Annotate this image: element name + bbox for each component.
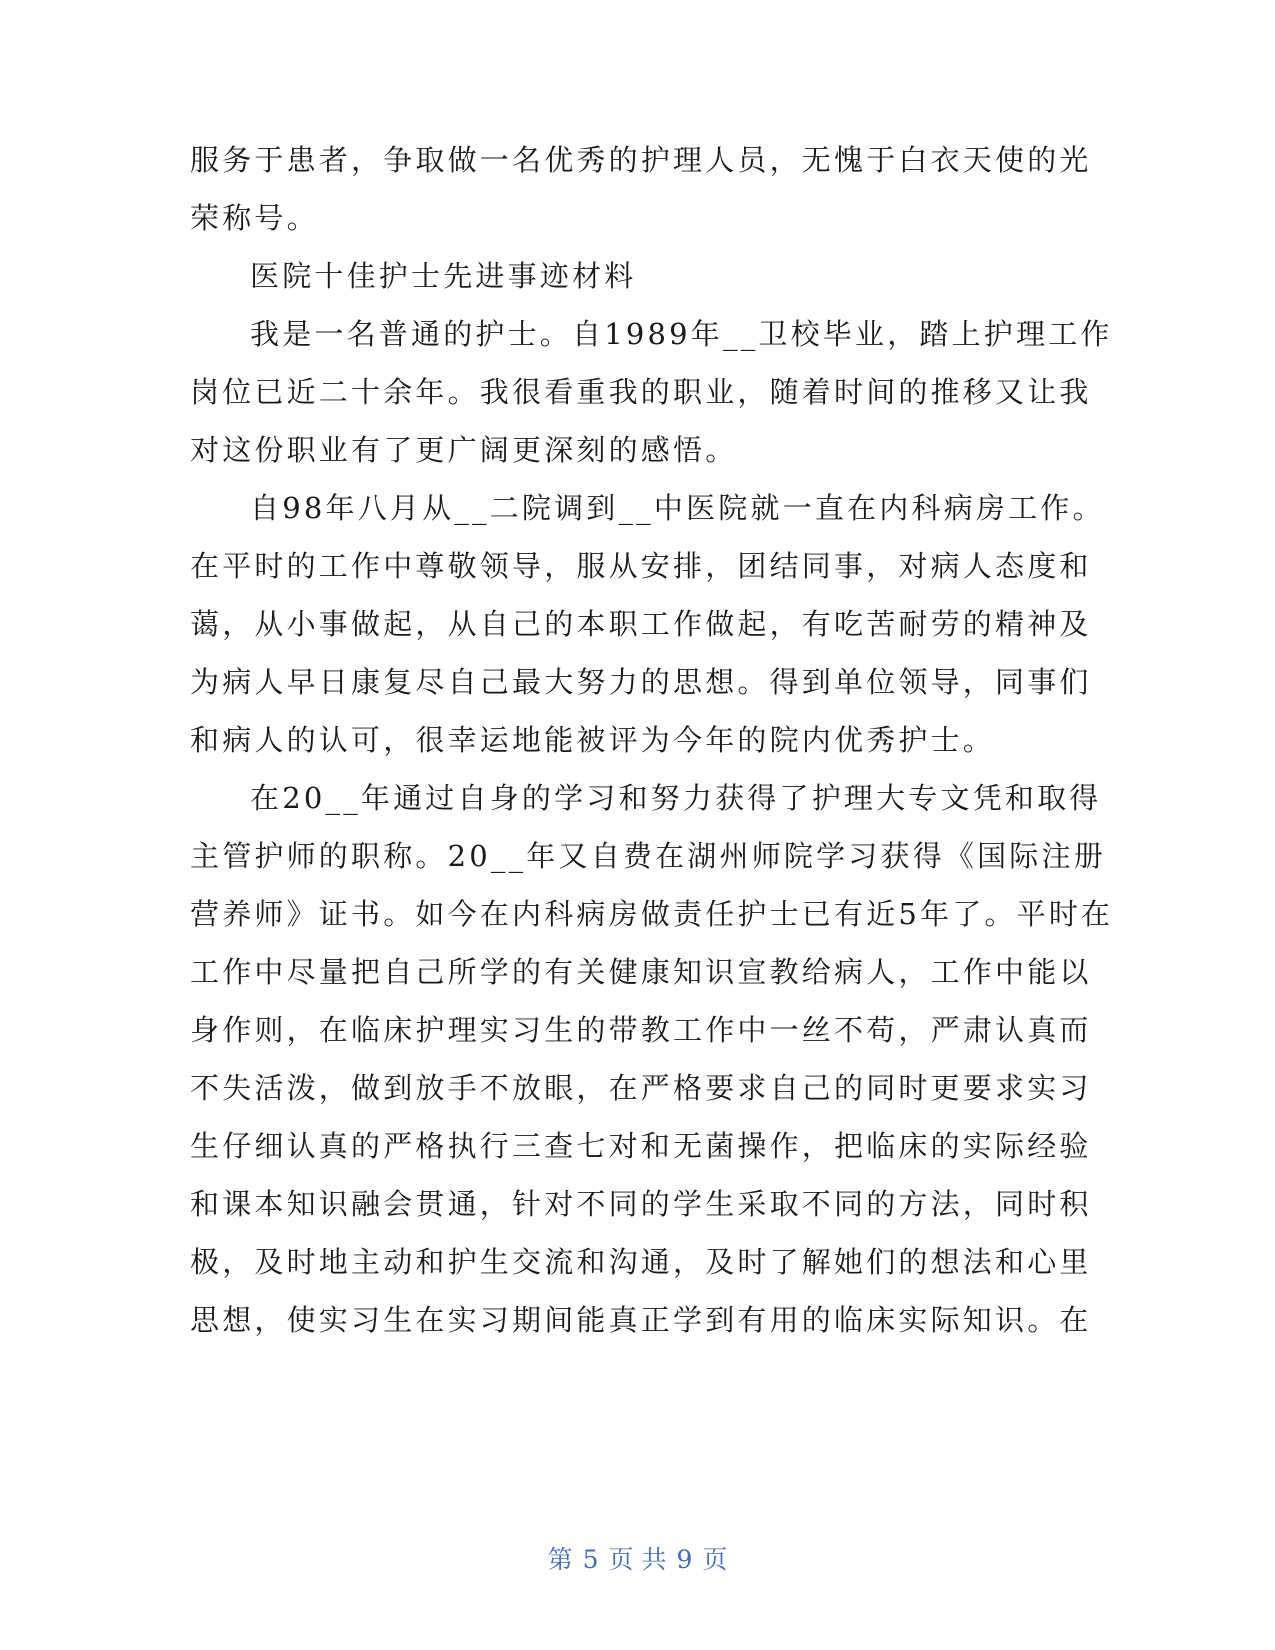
text-line: 在平时的工作中尊敬领导，服从安排，团结同事，对病人态度和: [190, 549, 1092, 583]
text-line: 身作则，在临床护理实习生的带教工作中一丝不苟，严肃认真而: [190, 1013, 1092, 1047]
text-line: 主管护师的职称。20__年又自费在湖州师院学习获得《国际注册: [190, 839, 1106, 873]
text-line: 蔼，从小事做起，从自己的本职工作做起，有吃苦耐劳的精神及: [190, 607, 1092, 641]
text-line: 和课本知识融会贯通，针对不同的学生采取不同的方法，同时积: [190, 1187, 1092, 1221]
total-pages-number: 9: [676, 1545, 693, 1574]
text-line: 荣称号。: [190, 201, 319, 235]
text-line: 岗位已近二十余年。我很看重我的职业，随着时间的推移又让我: [190, 375, 1092, 409]
text-line: 自98年八月从__二院调到__中医院就一直在内科病房工作。: [250, 491, 1105, 525]
text-line: 对这份职业有了更广阔更深刻的感悟。: [190, 433, 738, 467]
text-line: 和病人的认可，很幸运地能被评为今年的院内优秀护士。: [190, 723, 996, 757]
text-line: 思想，使实习生在实习期间能真正学到有用的临床实际知识。在: [190, 1303, 1092, 1337]
footer-middle: 页 共: [608, 1545, 667, 1574]
text-line: 营养师》证书。如今在内科病房做责任护士已有近5年了。平时在: [190, 897, 1114, 931]
current-page-number: 5: [582, 1545, 599, 1574]
footer-prefix: 第: [547, 1545, 573, 1574]
footer-suffix: 页: [702, 1545, 728, 1574]
text-line: 生仔细认真的严格执行三查七对和无菌操作，把临床的实际经验: [190, 1129, 1092, 1163]
section-title: 医院十佳护士先进事迹材料: [250, 259, 637, 293]
text-line: 服务于患者，争取做一名优秀的护理人员，无愧于白衣天使的光: [190, 143, 1092, 177]
page-number-footer: [0, 1540, 1275, 1576]
text-line: 我是一名普通的护士。自1989年__卫校毕业，踏上护理工作: [250, 317, 1113, 351]
text-line: 极，及时地主动和护生交流和沟通，及时了解她们的想法和心里: [190, 1245, 1092, 1279]
text-line: 不失活泼，做到放手不放眼，在严格要求自己的同时更要求实习: [190, 1071, 1092, 1105]
text-line: 工作中尽量把自己所学的有关健康知识宣教给病人，工作中能以: [190, 955, 1092, 989]
text-line: 为病人早日康复尽自己最大努力的思想。得到单位领导，同事们: [190, 665, 1092, 699]
text-line: 在20__年通过自身的学习和努力获得了护理大专文凭和取得: [250, 781, 1102, 815]
